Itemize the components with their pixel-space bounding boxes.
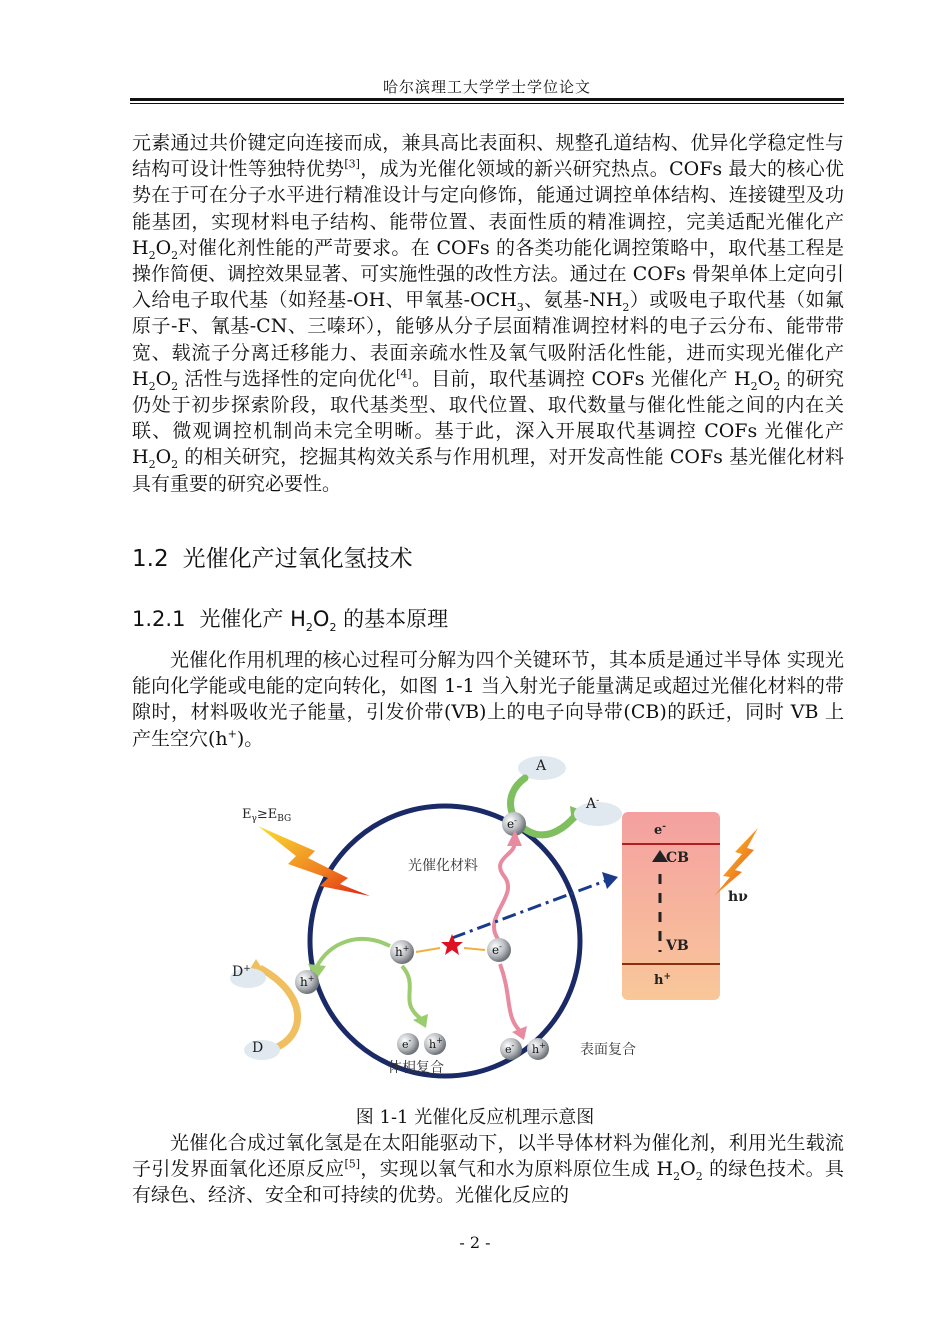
light-bolt-right-icon bbox=[714, 828, 758, 896]
excitation-arrow bbox=[452, 881, 605, 938]
section-heading: 1.2 光催化产过氧化氢技术 bbox=[132, 546, 413, 572]
svg-text:h+: h+ bbox=[532, 1041, 546, 1056]
light-bolt-icon bbox=[258, 826, 370, 896]
page-number: - 2 - bbox=[459, 1233, 491, 1252]
label-d-plus: D+ bbox=[232, 964, 251, 980]
svg-text:e-: e- bbox=[507, 816, 517, 831]
label-a: A bbox=[536, 758, 547, 774]
bulk-recombination-arrow bbox=[402, 966, 420, 1018]
citation: [3] bbox=[344, 157, 360, 171]
svg-text:h+: h+ bbox=[300, 974, 315, 989]
svg-text:e-: e- bbox=[492, 942, 502, 957]
paragraph-cofs: 元素通过共价键定向连接而成，兼具高比表面积、规整孔道结构、优异化学稳定性与结构可设计性等独特优势[3]，成为光催化领域的新兴研究热点。COFs 最大的核心优势在于可在分子水平进行精准设计与定向修饰，能通过调控单体结构、连接键型及功能基团，实现材料电子结构、能带位置、表面性质的精准调控，完美适配光催化产 $H_2O_2$对催化剂性能的严苛要求。在 COFs 的各类功能化调控策略中，取代基工程是操作简便、调控效果显著、可实施性强的改性方法。通过在 COFs 骨架单体上定向引入给电子取代基（如羟基-OH、甲氧基$-OCH_3$、氨基$-NH_2$）或吸电子取代基（如氟原子-F、氰基-CN、三嗪环），能够从分子层面精准调控材料的电子云分布、能带带宽、载流子分离迁移能力、表面亲疏水性及氧气吸附活化性能，进而实现光催化产 $H_2O_2$ 活性与选择性的定向优化[4]。目前，取代基调控 COFs 光催化产 $H_2O_2$ 的研究仍处于初步探索阶段，取代基类型、取代位置、取代数量与催化性能之间的内在关联、微观调控机制尚未完全明晰。基于此，深入开展取代基调控 COFs 光催化产 $H_2O_2$ 的相关研究，挖掘其构效关系与作用机理，对开发高性能 COFs 基光催化材料具有重要的研究必要性。 bbox=[132, 132, 844, 495]
subsection-heading: 1.2.1 光催化产 $H_2O_2$ 的基本原理 bbox=[132, 607, 449, 635]
vb-label: VB bbox=[666, 938, 689, 954]
svg-text:h+: h+ bbox=[429, 1036, 443, 1051]
header-rule-thick bbox=[130, 98, 844, 101]
page-header: 哈尔滨理工大学学士学位论文 bbox=[382, 78, 591, 96]
svg-text:h+: h+ bbox=[395, 944, 410, 959]
citation: [5] bbox=[344, 1157, 361, 1171]
band-diagram bbox=[622, 812, 720, 1000]
material-label: 光催化材料 bbox=[408, 858, 478, 874]
oxidation-arrow bbox=[260, 968, 298, 1048]
cb-label: CB bbox=[666, 850, 689, 866]
bulk-recombination-label: 体相复合 bbox=[388, 1060, 444, 1076]
figure-caption: 图 1-1 光催化反应机理示意图 bbox=[355, 1107, 595, 1128]
svg-text:e-: e- bbox=[505, 1041, 515, 1056]
svg-text:e-: e- bbox=[654, 822, 667, 838]
header-rule-thin bbox=[130, 103, 844, 104]
paragraph-mechanism: 光催化作用机理的核心过程可分解为四个关键环节，其本质是通过半导体 实现光能向化学能或电能的定向转化，如图 1-1 当入射光子能量满足或超过光催化材料的带隙时，材料吸收光子能量，引发价带(VB)上的电子向导带(CB)的跃迁，同时 VB 上产生空穴(h+)。 bbox=[132, 649, 844, 750]
surface-recombination-label: 表面复合 bbox=[580, 1042, 636, 1058]
citation: [4] bbox=[396, 367, 412, 381]
label-a-minus: A- bbox=[586, 796, 600, 812]
surface-recombination-arrow bbox=[500, 964, 520, 1031]
energy-label: $E_\gamma\ge E_{BG}$ bbox=[242, 807, 292, 824]
hv-label: hν bbox=[728, 889, 748, 905]
label-d: D bbox=[252, 1040, 264, 1056]
hole-migration-arrow bbox=[316, 939, 390, 968]
mechanism-figure bbox=[220, 756, 760, 1101]
svg-text:e-: e- bbox=[402, 1036, 412, 1051]
electron-migration-arrow bbox=[494, 842, 514, 939]
paragraph-synthesis: 光催化合成过氧化氢是在太阳能驱动下，以半导体材料为催化剂，利用光生载流子引发界面氧化还原反应[5]，实现以氧气和水为原料原位生成 $H_2O_2$ 的绿色技术。具有绿色、经济、安全和可持续的优势。光催化反应的 bbox=[132, 1132, 844, 1207]
svg-text:h+: h+ bbox=[654, 972, 671, 988]
excitation-star-icon bbox=[441, 934, 463, 955]
